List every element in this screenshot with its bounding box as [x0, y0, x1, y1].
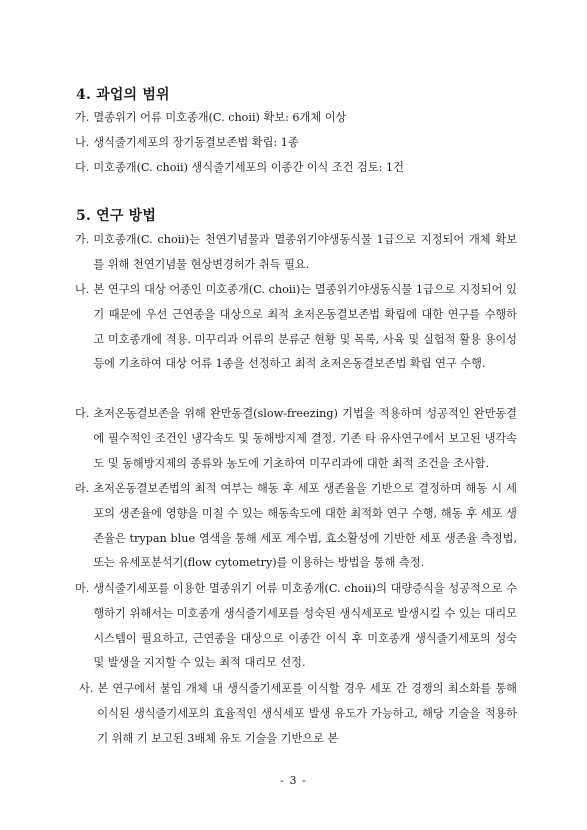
section-5-item-ga — [75, 228, 517, 278]
page-number: - 3 - — [280, 774, 307, 787]
section-4-item-da — [75, 156, 517, 181]
section-5-heading: 5. 연구 방법 — [76, 208, 157, 224]
section-4-heading: 4. 과업의 범위 — [76, 87, 170, 103]
item-marker: 가. — [75, 111, 90, 124]
item-marker: 다. — [75, 407, 90, 420]
item-text: 본 연구에서 불임 개체 내 생식줄기세포를 이식할 경우 세포 간 경쟁의 최소화를 통해 이식된 생식줄기세포의 효율적인 생식세포 발생 유도가 가능하고, 해당 기술을 적용하기 위해 기 보고된 3배체 유도 기술을 기반으로 본 — [97, 682, 517, 745]
item-text: 멸종위기 어류 미호종개(C. choii) 확보: 6개체 이상 — [93, 111, 347, 124]
section-5-item-sa — [79, 677, 517, 751]
item-marker: 나. — [75, 136, 90, 149]
item-marker: 가. — [75, 233, 90, 246]
item-marker: 라. — [75, 482, 90, 495]
item-text: 생식줄기세포의 장기동결보존법 확립: 1종 — [93, 136, 299, 149]
item-text: 미호종개(C. choii) 생식줄기세포의 이종간 이식 조건 검토: 1건 — [93, 161, 404, 174]
item-text: 초저온동결보존을 위해 완만동결(slow-freezing) 기법을 적용하며 성공적인 완만동결에 필수적인 조건인 냉각속도 및 동해방지제 결정. 기존 타 유사연구에서 보고된 냉각속도 및 동해방지제의 종류와 농도에 기초하여 미꾸리과에 대한 최적 조건을 조사함. — [93, 407, 517, 470]
section-4-item-na — [75, 131, 517, 156]
item-marker: 사. — [79, 682, 94, 695]
item-text: 미호종개(C. choii)는 천연기념물과 멸종위기야생동식물 1급으로 지정되어 개체 확보를 위해 천연기념물 현상변경허가 취득 필요. — [93, 233, 517, 271]
item-text: 초저온동결보존법의 최적 여부는 해동 후 세포 생존율을 기반으로 결정하며 해동 시 세포의 생존율에 영향을 미칠 수 있는 해동속도에 대한 최적화 연구 수행, 해동 후 세포 생존율은 trypan blue 염색을 통해 세포 계수법, 효소활성에 기반한 세포 생존율 측정법, 또는 유세포분석기(flow cytometry)를 이용하는 방법을 통해 측정. — [93, 482, 517, 570]
section-5-item-ma — [75, 577, 517, 676]
item-text: 생식줄기세포를 이용한 멸종위기 어류 미호종개(C. choii)의 대량증식을 성공적으로 수행하기 위해서는 미호종개 생식줄기세포를 성숙된 생식세포로 발생시킬 수 있는 대리모 시스템이 필요하고, 근연종을 대상으로 이종간 이식 후 미호종개 생식줄기세포의 성숙 및 발생을 지지할 수 있는 최적 대리모 선정. — [93, 582, 517, 670]
section-5-item-ra — [75, 477, 517, 576]
item-marker: 마. — [75, 582, 90, 595]
item-text: 본 연구의 대상 어종인 미호종개(C. choii)는 멸종위기야생동식물 1급으로 지정되어 있기 때문에 우선 근연종을 대상으로 최적 초저온동결보존법 확립에 대한 연구를 수행하고 미호종개에 적용. 미꾸리과 어류의 분류군 현황 및 목록, 사육 및 실험적 활용 용이성 등에 기초하여 대상 어류 1종을 선정하고 최적 초저온동결보존법 확립 연구 수행. — [93, 283, 517, 371]
section-5-item-na — [75, 278, 517, 377]
item-marker: 다. — [75, 161, 90, 174]
item-marker: 나. — [75, 283, 90, 296]
section-4-item-ga — [75, 106, 517, 131]
section-5-item-da — [75, 402, 517, 476]
